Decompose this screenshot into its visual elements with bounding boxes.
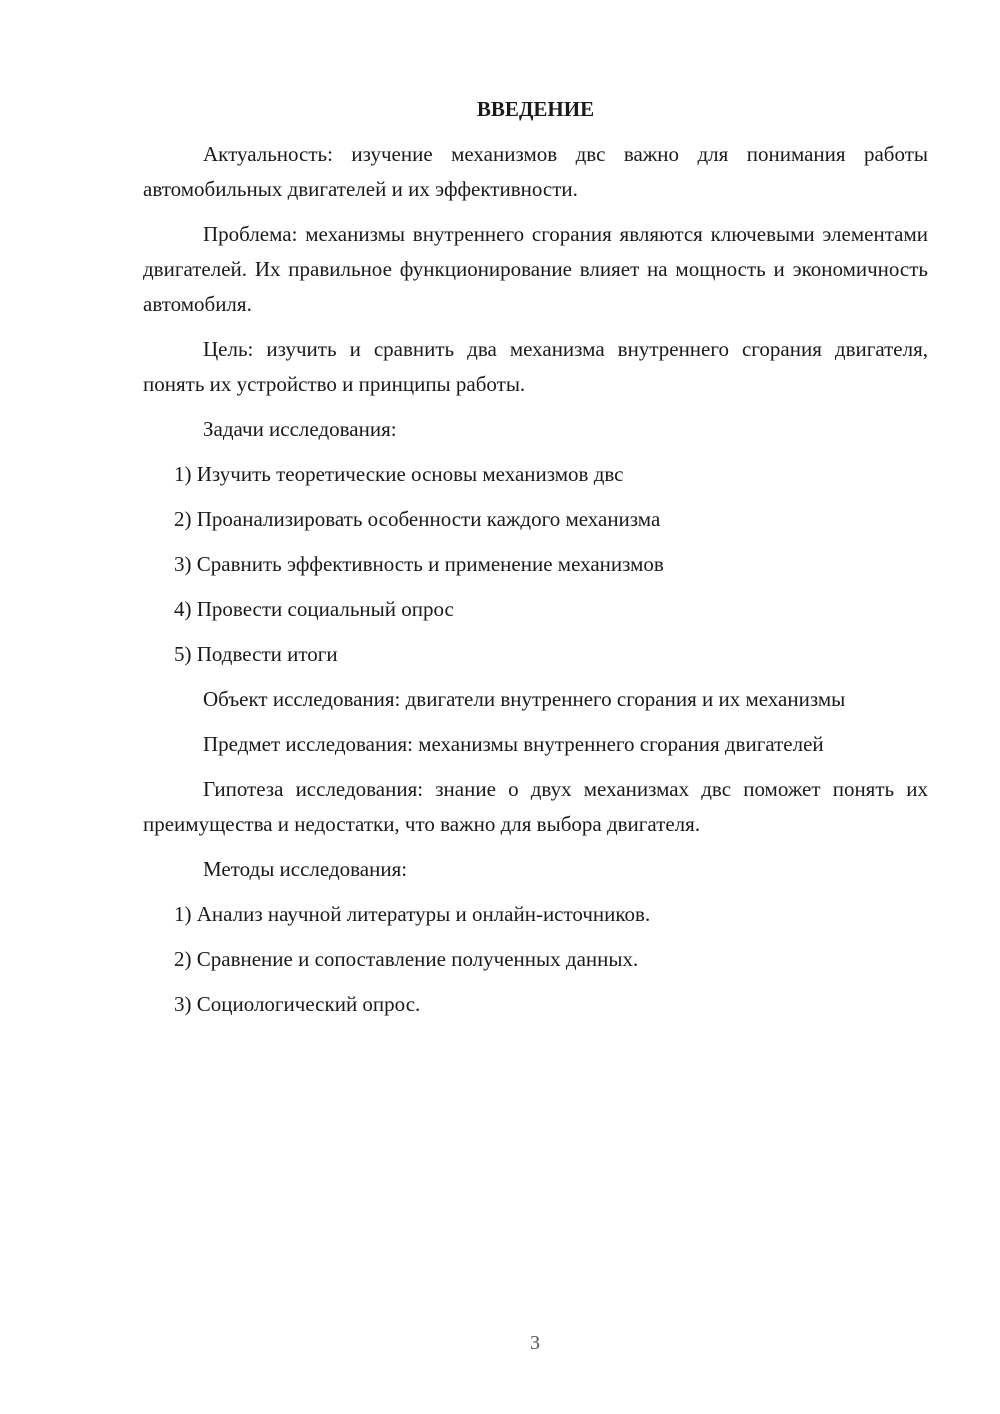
problem-paragraph: Проблема: механизмы внутреннего сгорания являются ключевыми элементами двигателей. Их правильное функционирование влияет на мощность и экономичность автомобиля. xyxy=(143,222,928,316)
methods-label: Методы исследования: xyxy=(203,857,408,881)
method-item: 3) Социологический опрос. xyxy=(174,992,421,1016)
method-item: 1) Анализ научной литературы и онлайн-источников. xyxy=(174,902,651,926)
document-page xyxy=(143,92,928,1032)
tasks-label: Задачи исследования: xyxy=(203,417,397,441)
task-item: 2) Проанализировать особенности каждого механизма xyxy=(174,507,661,531)
document-title: ВВЕДЕНИЕ xyxy=(476,97,595,121)
task-item: 5) Подвести итоги xyxy=(174,642,338,666)
object-paragraph: Объект исследования: двигатели внутреннего сгорания и их механизмы xyxy=(203,687,846,711)
task-item: 1) Изучить теоретические основы механизмов двс xyxy=(174,462,624,486)
hypothesis-paragraph: Гипотеза исследования: знание о двух механизмах двс поможет понять их преимущества и недостатки, что важно для выбора двигателя. xyxy=(143,777,928,836)
subject-paragraph: Предмет исследования: механизмы внутреннего сгорания двигателей xyxy=(203,732,824,756)
relevance-paragraph: Актуальность: изучение механизмов двс важно для понимания работы автомобильных двигателей и их эффективности. xyxy=(143,142,928,201)
method-item: 2) Сравнение и сопоставление полученных данных. xyxy=(174,947,639,971)
task-item: 4) Провести социальный опрос xyxy=(174,597,454,621)
task-item: 3) Сравнить эффективность и применение механизмов xyxy=(174,552,664,576)
goal-paragraph: Цель: изучить и сравнить два механизма внутреннего сгорания двигателя, понять их устройство и принципы работы. xyxy=(143,337,928,396)
page-number: 3 xyxy=(530,1332,540,1354)
